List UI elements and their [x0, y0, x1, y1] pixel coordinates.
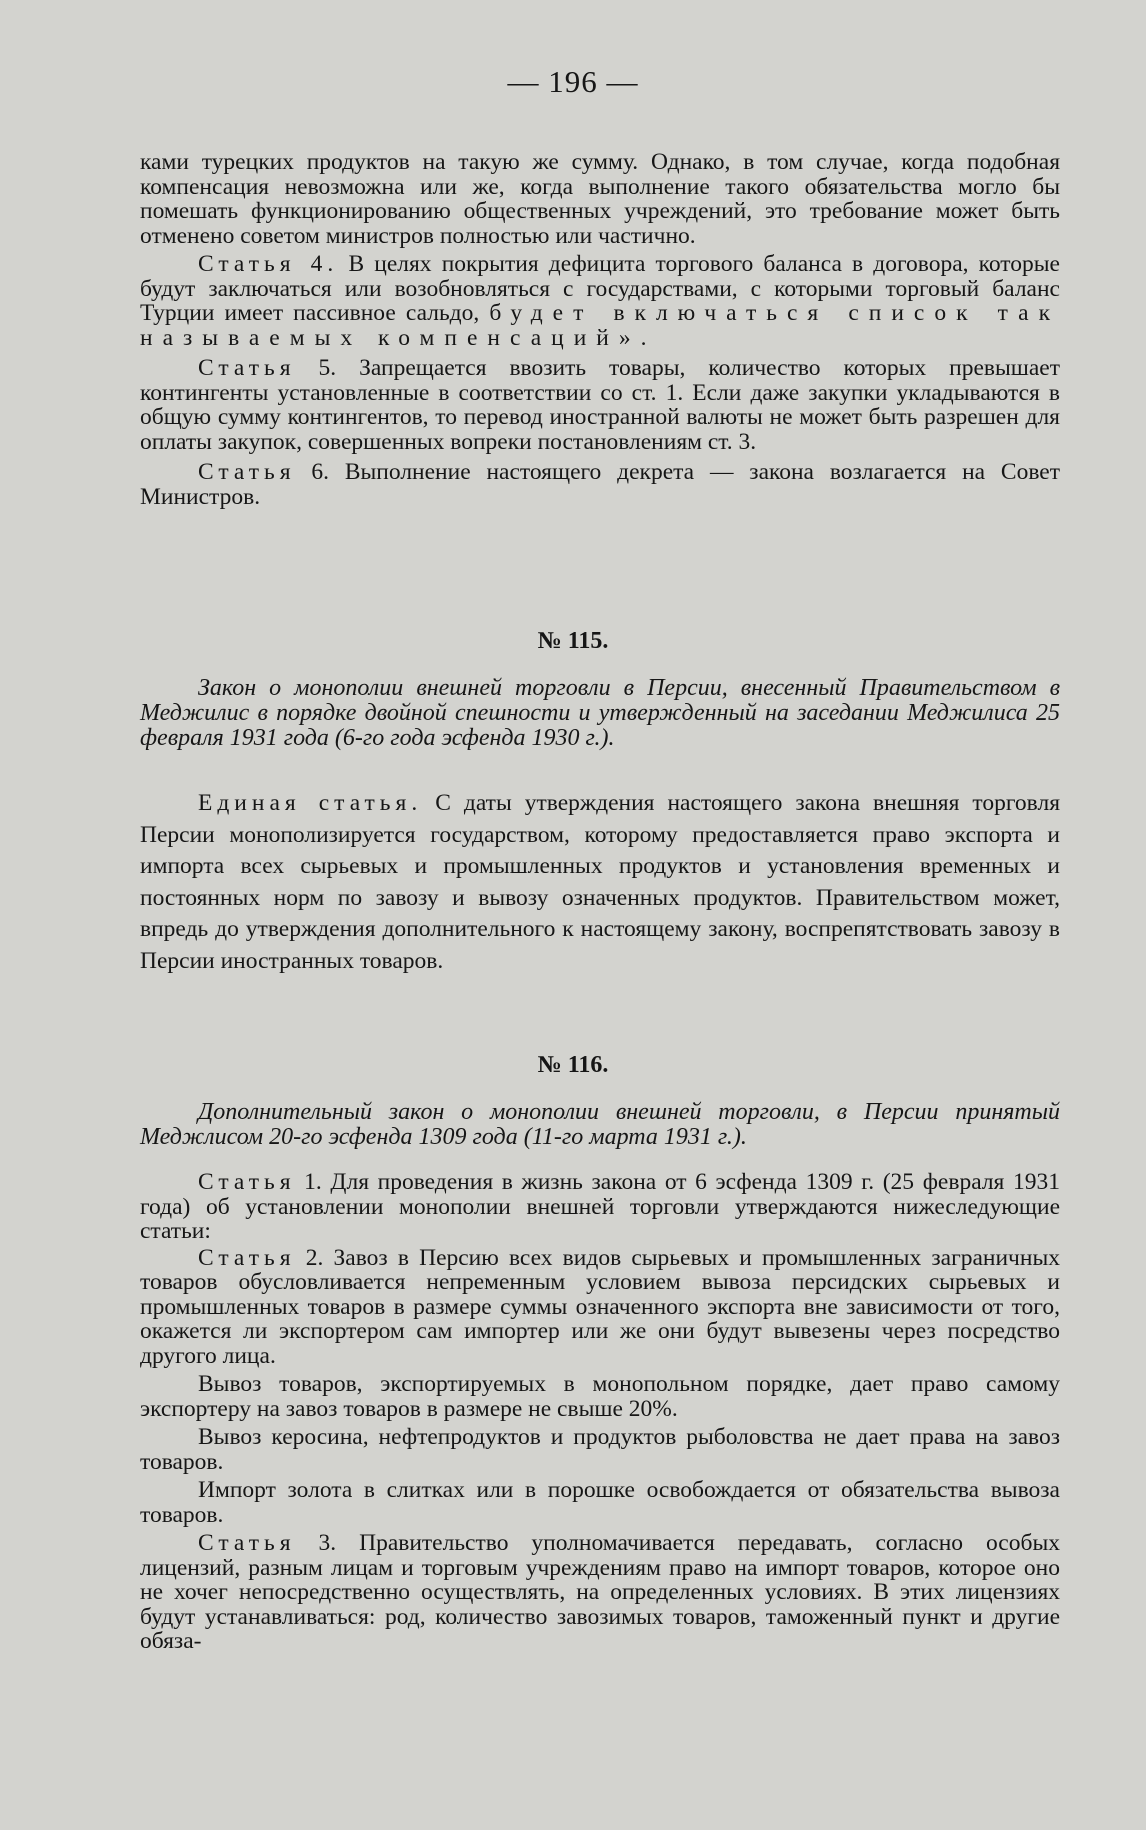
document-title-115-block	[140, 676, 1060, 751]
document-body-116	[140, 1170, 1060, 1654]
article-text: 5. Запрещается ввозить товары, количество которых превышает контингенты установленные в соответствии со ст. 1. Если даже закупки укладываются в общую сумму контингентов, то перевод иностранной валюты не может быть разрешен для оплаты закупок, совершенных вопреки постановлениям ст. 3.	[140, 355, 1060, 455]
article-label: Статья	[198, 459, 296, 485]
article-label: Статья	[198, 1169, 296, 1195]
article-emphasis: будет включаться список так называемых компенсаций».	[140, 300, 1060, 351]
paragraph-gold: Импорт золота в слитках или в порошке освобождается от обязательства вывоза товаров.	[140, 1477, 1060, 1528]
page-number: — 196 —	[507, 64, 639, 99]
paragraph-export: Вывоз товаров, экспортируемых в монопольном порядке, дает право самому экспортеру на завоз товаров в размере не свыше 20%.	[140, 1371, 1060, 1422]
article-label: Единая статья.	[198, 790, 423, 816]
paragraph-single-article	[140, 788, 1060, 977]
article-label: Статья 4.	[198, 251, 339, 277]
article-label: Статья	[198, 1530, 296, 1556]
paragraph-article-2	[140, 1246, 1060, 1369]
document-number-116: № 116.	[537, 1052, 609, 1078]
article-label: Статья	[198, 355, 296, 381]
article-text: 2. Завоз в Персию всех видов сырьевых и промышленных заграничных товаров обусловливается непременным условием вывоза персидских сырьевых и промышленных товаров в размере суммы означенного экспорта вне зависимости от того, окажется ли экспортером сам импортер или же они будут вывезены через посредство другого лица.	[140, 1244, 1060, 1369]
document-number-115: № 115.	[537, 628, 609, 654]
paragraph-article-1	[140, 1170, 1060, 1244]
document-title-116-block	[140, 1100, 1060, 1150]
paragraph-article-4	[140, 252, 1060, 350]
document-body-115	[140, 788, 1060, 977]
article-text: С даты утверждения настоящего закона внешняя торговля Персии монополизируется государством, которому предоставляется право экспорта и импорта всех сырьевых и промышленных продуктов и установления временных и постоянных норм по завозу и вывозу означенных продуктов. Правительством может, впредь до утверждения дополнительного к настоящему закону, воспрепятствовать завозу в Персии иностранных товаров.	[140, 790, 1061, 974]
paragraph-article-5	[140, 356, 1060, 454]
text-section-turkey	[140, 150, 1060, 509]
article-text: 6. Выполнение настоящего декрета — закона возлагается на Совет Министров.	[140, 459, 1060, 510]
paragraph-article-6	[140, 460, 1060, 509]
document-title-116: Дополнительный закон о монополии внешней торговли, в Персии принятый Меджлисом 20-го эсфенда 1309 года (11-го марта 1931 г.).	[140, 1099, 1060, 1150]
article-text: 1. Для проведения в жизнь закона от 6 эсфенда 1309 г. (25 февраля 1931 года) об установлении монополии внешней торговли утверждаются нижеследующие статьи:	[140, 1169, 1060, 1244]
document-title-115: Закон о монополии внешней торговли в Персии, внесенный Правительством в Меджилис в порядке двойной спешности и утвержденный на заседании Меджилиса 25 февраля 1931 года (6-го года эсфенда 1930 г.).	[140, 675, 1060, 751]
paragraph-kerosene: Вывоз керосина, нефтепродуктов и продуктов рыболовства не дает права на завоз товаров.	[140, 1424, 1060, 1475]
article-text: 3. Правительство уполномачивается передавать, согласно особых лицензий, разным лицам и торговым учреждениям право на импорт товаров, которое оно не хочег непосредственно осуществлять, на определенных условиях. В этих лицензиях будут устанавливаться: род, количество завозимых товаров, таможенный пункт и другие обяза-	[140, 1530, 1060, 1654]
paragraph-article-3	[140, 1531, 1060, 1654]
article-label: Статья	[198, 1244, 296, 1271]
paragraph-continuation: ками турецких продуктов на такую же сумму. Однако, в том случае, когда подобная компенсация невозможна или же, когда выполнение такого обязательства могло бы помешать функционированию общественных учреждений, это требование может быть отменено советом министров полностью или частично.	[140, 149, 1060, 249]
article-text: В целях покрытия дефицита торгового баланса в договора, которые будут заключаться или возобновляться с государствами, с которыми торговый баланс Турции имеет пассивное сальдо,	[140, 251, 1060, 326]
